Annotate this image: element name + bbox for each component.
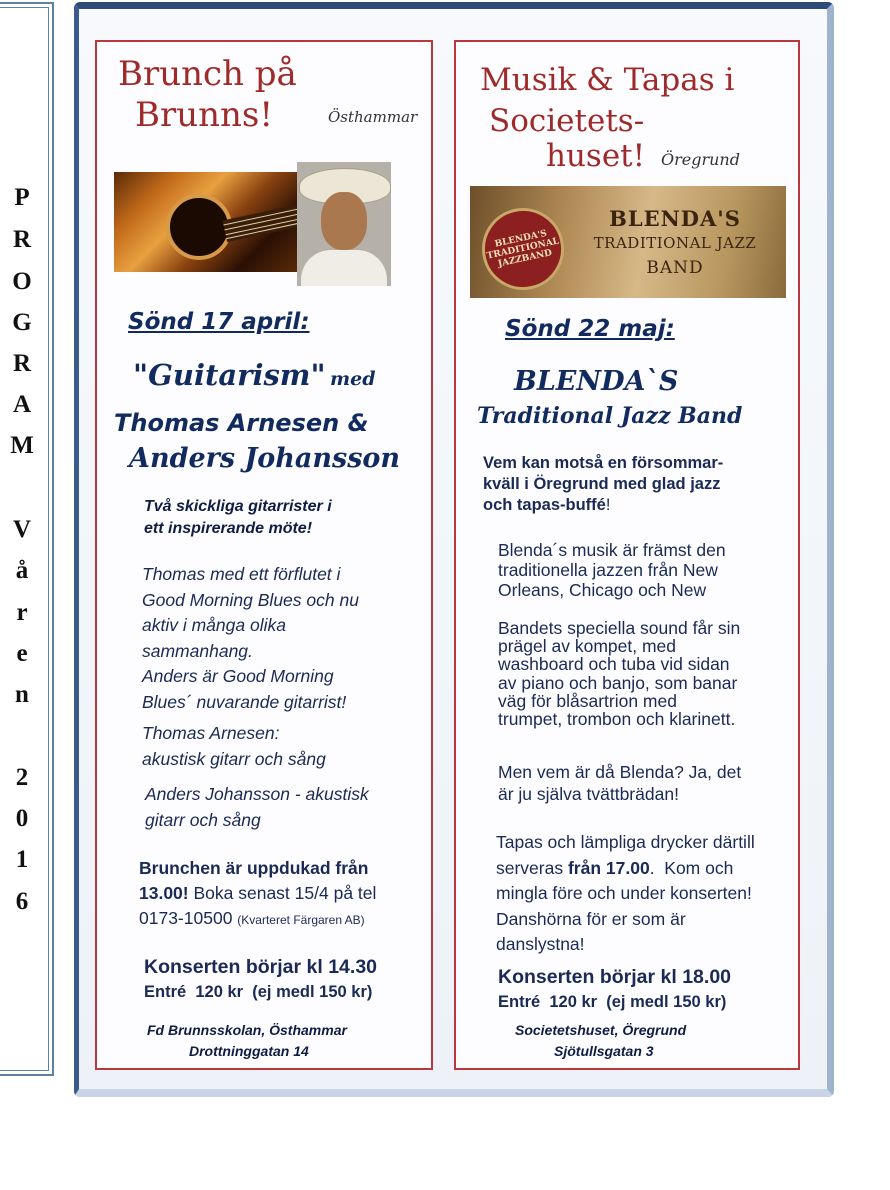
sidebar-letter: O: [12, 268, 32, 295]
bio-line: sammanhang.: [142, 640, 253, 661]
phone-note: (Kvarteret Färgaren AB): [237, 913, 365, 927]
phone-number: 0173-10500: [139, 908, 233, 928]
guitar-photo: [114, 172, 298, 272]
tapas-line: Danshörna för er som är: [496, 908, 686, 929]
brunch-concert-time: Konserten börjar kl 14.30: [144, 956, 378, 978]
brunch-time: 13.00!: [139, 883, 189, 903]
tapas-time: från 17.00: [567, 857, 650, 878]
show-with: med: [330, 368, 376, 390]
sidebar-letter: 0: [15, 805, 29, 832]
brunch-venue: Fd Brunnsskolan, Östhammar: [147, 1022, 347, 1038]
tapas-line: danslystna!: [496, 934, 585, 954]
banner-line: BLENDA'S: [609, 206, 741, 231]
sidebar-letter: G: [12, 309, 32, 336]
tapas-line: Tapas och lämpliga drycker därtill: [496, 832, 755, 852]
role-thomas: [142, 721, 326, 772]
para-line: Orleans, Chicago och New: [498, 580, 707, 600]
tapas-title-line1: Musik & Tapas i: [480, 62, 735, 98]
sidebar-letter: R: [12, 226, 32, 253]
sidebar-letter: r: [16, 599, 28, 626]
sidebar-letter: A: [12, 391, 32, 418]
band-name: BLENDA`S: [514, 366, 679, 397]
tapas-venue: Societetshuset, Öregrund: [515, 1022, 687, 1038]
para-line: prägel av kompet, med: [498, 636, 677, 657]
para-line: washboard och tuba vid sidan: [498, 654, 730, 675]
tapas-entry-price: Entré 120 kr (ej medl 150 kr): [498, 993, 727, 1011]
tapas-intro: [483, 453, 723, 516]
intro-line: [483, 495, 723, 516]
tapas-title-line3: huset!: [546, 138, 646, 174]
banner-line: TRADITIONAL JAZZ: [593, 234, 757, 252]
bio-line: Good Morning Blues och nu: [142, 589, 359, 610]
tapas-info: [496, 830, 755, 958]
sidebar-letter: e: [16, 640, 28, 667]
band-description-1: [498, 540, 726, 600]
sidebar-letter: n: [15, 681, 29, 708]
intro-line: kväll i Öregrund med glad jazz: [483, 475, 721, 493]
band-description-3: [498, 761, 741, 805]
sidebar-letter: 6: [15, 888, 29, 915]
sidebar-letter: P: [14, 184, 30, 211]
sidebar-letter: V: [12, 516, 32, 543]
brunch-title-line2: Brunns!: [135, 95, 274, 135]
bio-line: Blues´ nuvarande gitarrist!: [142, 691, 347, 712]
tapas-place: Öregrund: [661, 150, 740, 169]
sidebar-letter: M: [10, 432, 34, 459]
tapas-text: . Kom och: [649, 857, 734, 878]
brunch-address: Drottninggatan 14: [189, 1043, 309, 1059]
artist-2: Anders Johansson: [129, 443, 401, 474]
show-title: [133, 358, 376, 392]
brunch-entry-price: Entré 120 kr (ej medl 150 kr): [144, 983, 373, 1001]
tapas-concert-time: Konserten börjar kl 18.00: [498, 966, 732, 988]
intro-text: och tapas-buffé: [483, 496, 606, 514]
para-line: är ju själva tvättbrädan!: [498, 784, 679, 804]
bio-line: Thomas med ett förflutet i: [142, 564, 341, 584]
blendas-band-banner: [470, 186, 786, 298]
intro-line: Vem kan motså en försommar-: [483, 454, 724, 472]
brunch-info-line: [139, 881, 376, 906]
band-badge: BLENDA'S TRADITIONAL JAZZBAND: [474, 200, 571, 297]
tapas-line: mingla före och under konserten!: [496, 883, 752, 903]
guitarist-photo: [297, 162, 391, 286]
para-line: Bandets speciella sound får sin: [498, 618, 741, 638]
para-line: av piano och banjo, som banar: [498, 672, 738, 693]
band-description-2: [498, 619, 740, 728]
brunch-info: [139, 856, 376, 933]
brunch-info-line: Brunchen är uppdukad från: [139, 858, 369, 878]
tapas-title-line2: Societets-: [489, 103, 645, 139]
banner-line: BAND: [646, 258, 704, 278]
tapas-date: Sönd 22 maj:: [505, 316, 675, 342]
para-line: Blenda´s musik är främst den: [498, 540, 726, 560]
artist-1: Thomas Arnesen &: [114, 409, 369, 437]
role-line: Thomas Arnesen:: [142, 723, 280, 743]
bio-text: [142, 562, 359, 715]
role-line: akustisk gitarr och sång: [142, 748, 326, 769]
tapas-address: Sjötullsgatan 3: [554, 1043, 654, 1059]
tagline: [144, 496, 332, 540]
brunch-info-line: [139, 906, 376, 933]
intro-end: !: [605, 496, 611, 514]
booking-text: Boka senast 15/4 på tel: [188, 883, 377, 903]
para-line: traditionella jazzen från New: [498, 560, 718, 580]
sidebar-letter: å: [15, 557, 29, 584]
role-anders: [145, 782, 369, 833]
para-line: väg för blåsartrion med: [498, 690, 677, 711]
tagline-line: Två skickliga gitarrister i: [144, 498, 332, 515]
band-subtitle: Traditional Jazz Band: [477, 403, 743, 429]
sidebar-letter: 1: [15, 846, 29, 873]
brunch-title-line1: Brunch på: [118, 54, 297, 94]
tapas-text: serveras: [496, 857, 568, 878]
para-line: trumpet, trombon och klarinett.: [498, 709, 736, 730]
brunch-place: Östhammar: [328, 108, 418, 126]
role-line: Anders Johansson - akustisk: [145, 784, 369, 804]
bio-line: Anders är Good Morning: [142, 666, 334, 686]
sidebar-letter: R: [12, 350, 32, 377]
sidebar-letter: 2: [15, 764, 29, 791]
tapas-line: [496, 856, 755, 882]
para-line: Men vem är då Blenda? Ja, det: [498, 762, 742, 782]
tagline-line: ett inspirerande möte!: [144, 520, 313, 537]
show-name: "Guitarism": [133, 358, 326, 392]
bio-line: aktiv i många olika: [142, 615, 286, 635]
role-line: gitarr och sång: [145, 809, 261, 830]
program-sidebar: [0, 2, 54, 1076]
brunch-date: Sönd 17 april:: [128, 309, 310, 335]
